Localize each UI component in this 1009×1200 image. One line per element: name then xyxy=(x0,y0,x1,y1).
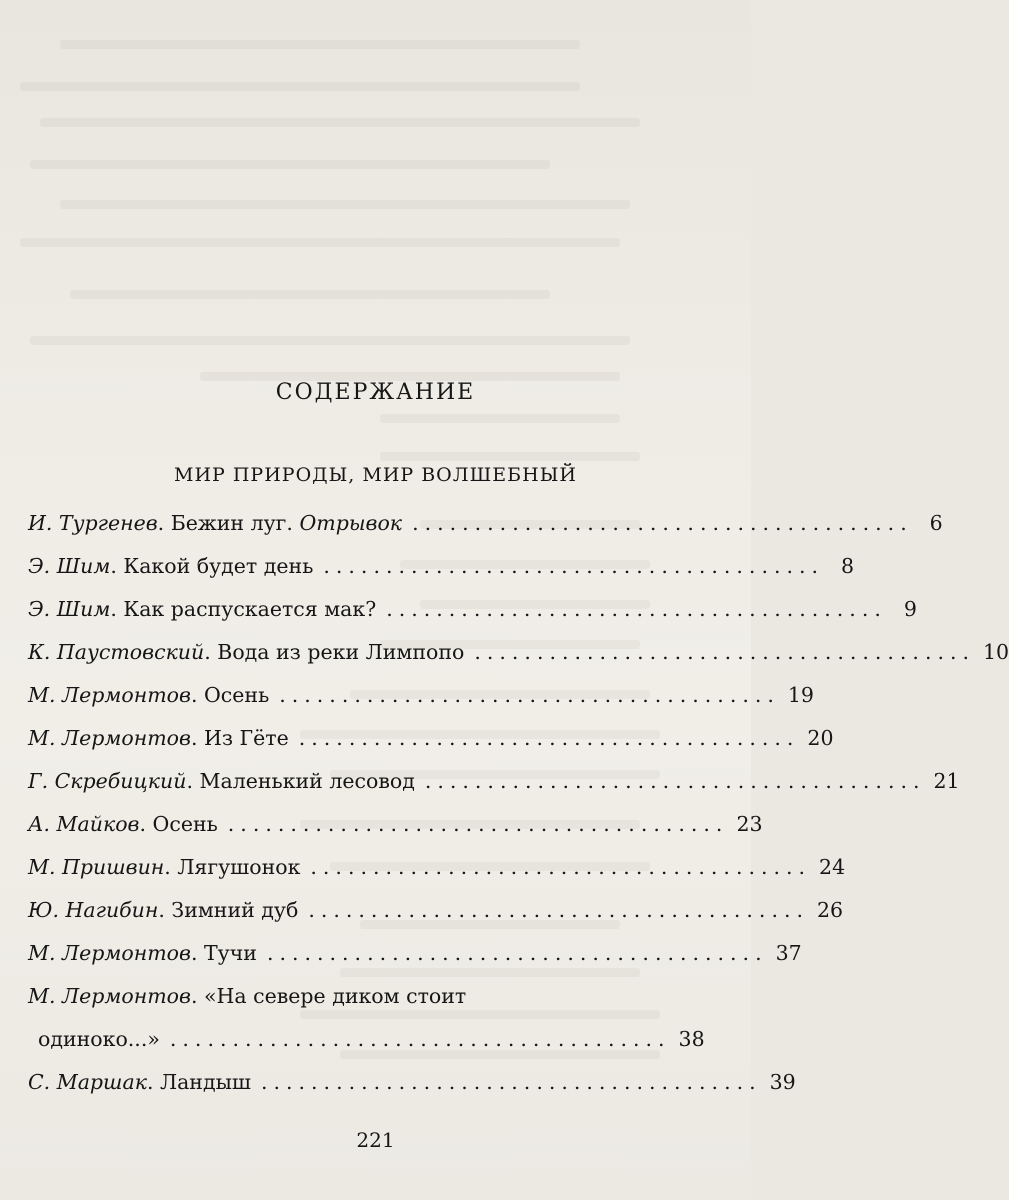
toc-work-title: . Вода из реки Лимпопо xyxy=(204,640,465,664)
toc-page-number: 23 xyxy=(736,812,763,836)
toc-page-number: 9 xyxy=(903,597,917,621)
toc-entry-text xyxy=(28,502,402,545)
toc-entry xyxy=(28,889,844,932)
toc-leader-dots: ........................................ xyxy=(266,941,768,965)
section-title: МИР ПРИРОДЫ, МИР ВОЛШЕБНЫЙ xyxy=(174,464,577,486)
toc-page-number: 26 xyxy=(817,898,844,922)
toc-work-title: . Из Гёте xyxy=(190,726,289,750)
toc-leader-dots: ........................................ xyxy=(308,898,809,922)
toc-entry xyxy=(28,760,960,803)
toc-entry xyxy=(28,502,943,545)
toc-author: Г. Скребицкий xyxy=(28,769,187,793)
toc-entry-text xyxy=(28,760,415,803)
toc-author: М. Пришвин xyxy=(28,855,165,879)
toc-author: М. Лермонтов xyxy=(28,941,191,965)
toc-entry xyxy=(28,674,814,717)
toc-leader-dots: ........................................ xyxy=(260,1070,762,1094)
page-number: 221 xyxy=(356,1128,395,1152)
toc-entry-text xyxy=(28,803,218,846)
toc-entry xyxy=(28,975,628,1018)
toc-page-number: 6 xyxy=(929,511,943,535)
toc-page-number: 10 xyxy=(983,640,1009,664)
toc-leader-dots: ........................................ xyxy=(386,597,887,621)
toc-leader-dots: ........................................ xyxy=(323,554,825,578)
toc-leader-dots: ........................................ xyxy=(279,683,780,707)
toc-work-title: . Осень xyxy=(190,683,270,707)
toc-page-number: 19 xyxy=(787,683,814,707)
toc-author: Э. Шим xyxy=(28,554,111,578)
toc-entry-text xyxy=(28,846,300,889)
toc-work-title: . Осень xyxy=(139,812,218,836)
toc-entry-text xyxy=(28,975,466,1018)
table-of-contents xyxy=(28,502,1009,1104)
toc-leader-dots: ........................................ xyxy=(169,1027,671,1051)
toc-entry xyxy=(28,1018,705,1061)
toc-author: А. Майков xyxy=(28,812,140,836)
toc-work-title: . Как распускается мак? xyxy=(110,597,377,621)
toc-entry xyxy=(28,932,802,975)
toc-leader-dots: ........................................ xyxy=(412,511,913,535)
toc-page-number: 20 xyxy=(807,726,834,750)
toc-entry xyxy=(28,846,846,889)
toc-entry xyxy=(28,1061,796,1104)
toc-work-title: . «На севере диком стоит xyxy=(190,984,467,1008)
toc-author: Э. Шим xyxy=(28,597,111,621)
toc-work-title: . Какой будет день xyxy=(110,554,314,578)
toc-entry-text xyxy=(28,545,313,588)
toc-entry xyxy=(28,717,834,760)
toc-entry xyxy=(28,545,855,588)
toc-leader-dots: ........................................ xyxy=(227,812,729,836)
toc-author: Ю. Нагибин xyxy=(28,898,159,922)
toc-page-number: 38 xyxy=(678,1027,705,1051)
page-title: СОДЕРЖАНИЕ xyxy=(275,380,476,405)
toc-leader-dots: ........................................ xyxy=(474,640,976,664)
toc-entry-text xyxy=(28,674,269,717)
toc-work-title: . Тучи xyxy=(190,941,257,965)
toc-author: М. Лермонтов xyxy=(28,726,191,750)
toc-page-number: 21 xyxy=(933,769,960,793)
toc-entry-text xyxy=(28,717,289,760)
toc-work-title: . Зимний дуб xyxy=(158,898,299,922)
toc-work-title: . Лягушонок xyxy=(164,855,301,879)
toc-entry xyxy=(28,631,1009,674)
toc-work-title: . Маленький лесовод xyxy=(186,769,415,793)
toc-leader-dots: ........................................ xyxy=(310,855,812,879)
toc-author: М. Лермонтов xyxy=(28,984,191,1008)
toc-entry-text xyxy=(28,932,257,975)
toc-entry xyxy=(28,803,763,846)
toc-author: С. Маршак xyxy=(28,1070,147,1094)
toc-entry-text xyxy=(28,1061,251,1104)
toc-entry-text xyxy=(28,889,298,932)
toc-page-number: 39 xyxy=(769,1070,796,1094)
toc-author: К. Паустовский xyxy=(28,640,205,664)
toc-author: М. Лермонтов xyxy=(28,683,191,707)
toc-page-number: 37 xyxy=(775,941,802,965)
toc-page-number: 8 xyxy=(840,554,855,578)
toc-work-title: . Ландыш xyxy=(146,1070,251,1094)
toc-work-title: одиноко...» xyxy=(38,1027,160,1051)
toc-work-title: . Бежин луг. xyxy=(157,511,300,535)
toc-author: И. Тургенев xyxy=(28,511,158,535)
toc-work-note: Отрывок xyxy=(299,511,403,535)
toc-entry-text xyxy=(38,1018,160,1061)
toc-page-number: 24 xyxy=(819,855,846,879)
toc-entry-text xyxy=(28,588,376,631)
toc-entry xyxy=(28,588,917,631)
toc-leader-dots: ........................................ xyxy=(298,726,800,750)
toc-leader-dots: ........................................ xyxy=(424,769,926,793)
toc-entry-text xyxy=(28,631,464,674)
